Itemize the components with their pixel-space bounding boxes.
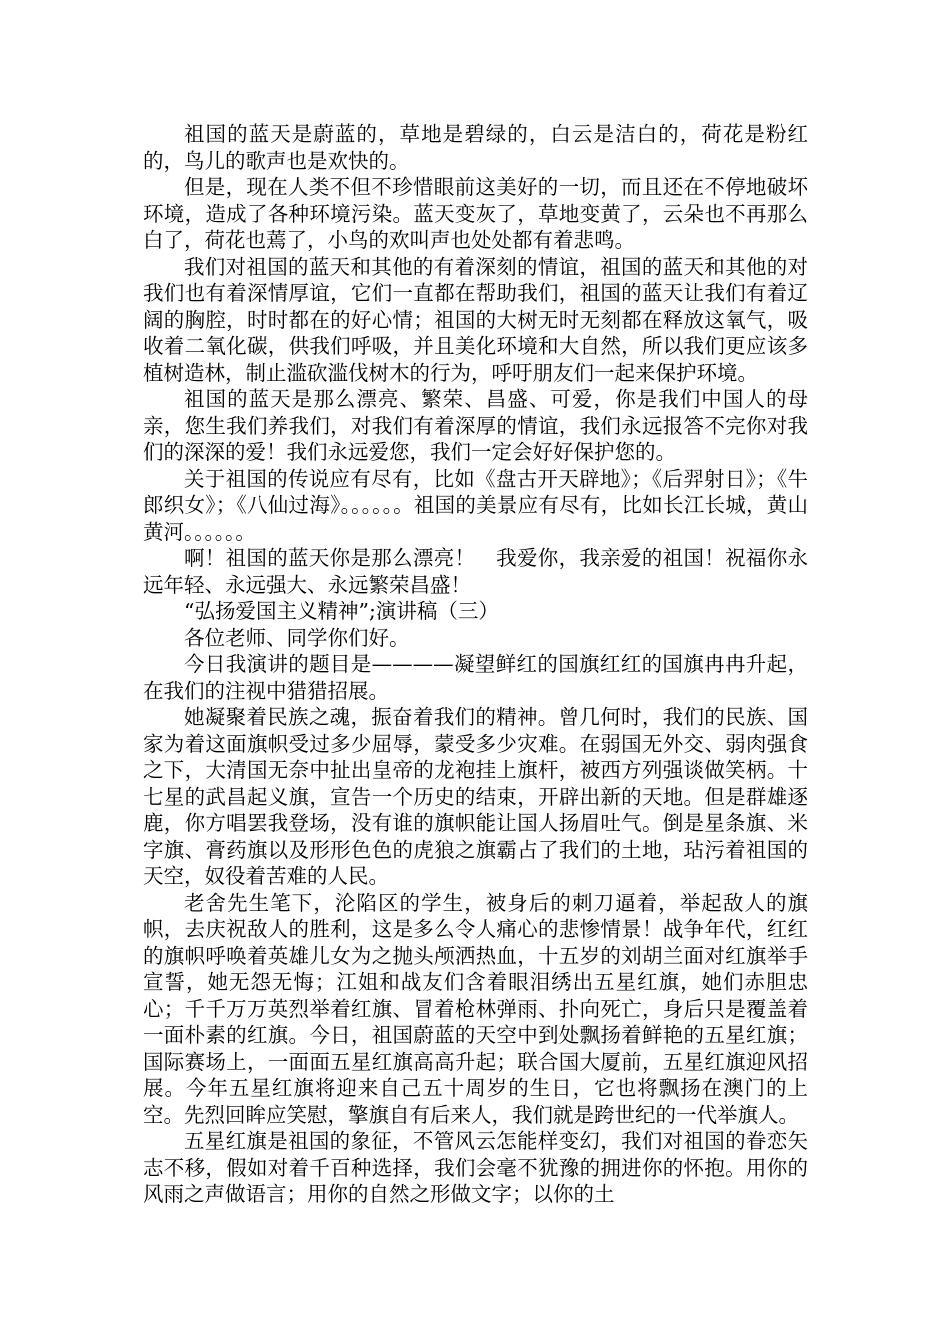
paragraph-6: 啊！祖国的蓝天你是那么漂亮！ 我爱你，我亲爱的祖国！祝福你永远年轻、永远强大、永远繁荣昌盛！ (143, 546, 808, 597)
greeting: 各位老师、同学你们好。 (184, 625, 410, 650)
paragraph-12: 五星红旗是祖国的象征，不管风云怎能样变幻，我们对祖国的眷恋矢志不移，假如对着千百种选择，我们会毫不犹豫的拥进你的怀抱。用你的风雨之声做语言；用你的自然之形做文字；以你的土 (143, 1129, 808, 1206)
document-body (143, 121, 808, 1208)
paragraph-9: 今日我演讲的题目是————凝望鲜红的国旗红红的国旗冉冉升起，在我们的注视中猎猎招展。 (143, 652, 808, 703)
paragraph-11: 老舍先生笔下，沦陷区的学生，被身后的刺刀逼着，举起敌人的旗帜，去庆祝敌人的胜利，这是多么令人痛心的悲惨情景！战争年代，红红的旗帜呼唤着英雄儿女为之抛头颅洒热血，十五岁的刘胡兰面对红旗举手宣誓，她无怨无悔；江姐和战友们含着眼泪绣出五星红旗，她们赤胆忠心；千千万万英烈举着红旗、冒着枪林弹雨、扑向死亡，身后只是覆盖着一面朴素的红旗。今日，祖国蔚蓝的天空中到处飘扬着鲜艳的五星红旗；国际赛场上，一面面五星红旗高高升起；联合国大厦前，五星红旗迎风招展。今年五星红旗将迎来自己五十周岁的生日，它也将飘扬在澳门的上空。先烈回眸应笑慰，擎旗自有后来人，我们就是跨世纪的一代举旗人。 (143, 890, 808, 1127)
paragraph-3: 我们对祖国的蓝天和其他的有着深刻的情谊，祖国的蓝天和其他的对我们也有着深情厚谊，它们一直都在帮助我们，祖国的蓝天让我们有着辽阔的胸腔，时时都在的好心情；祖国的大树无时无刻都在释放这氧气，吸收着二氧化碳，供我们呼吸，并且美化环境和大自然，所以我们更应该多植树造林，制止滥砍滥伐树木的行为，呼吁朋友们一起来保护环境。 (143, 254, 808, 385)
paragraph-10: 她凝聚着民族之魂，振奋着我们的精神。曾几何时，我们的民族、国家为着这面旗帜受过多少屈辱，蒙受多少灾难。在弱国无外交、弱肉强食之下，大清国无奈中扯出皇帝的龙袍挂上旗杆，被西方列强谈做笑柄。十七星的武昌起义旗，宣告一个历史的结束，开辟出新的天地。但是群雄逐鹿，你方唱罢我登场，没有谁的旗帜能让国人扬眉吐气。倒是星条旗、米字旗、膏药旗以及形形色色的虎狼之旗霸占了我们的土地，玷污着祖国的天空，奴役着苦难的人民。 (143, 705, 808, 888)
speech-title: “弘扬爱国主义精神”;演讲稿（三） (184, 599, 499, 623)
paragraph-1: 祖国的蓝天是蔚蓝的，草地是碧绿的，白云是洁白的，荷花是粉红的，鸟儿的歌声也是欢快的。 (143, 122, 808, 173)
paragraph-4: 祖国的蓝天是那么漂亮、繁荣、昌盛、可爱，你是我们中国人的母亲，您生我们养我们，对我们有着深厚的情谊，我们永远报答不完你对我们的深深的爱！我们永远爱您，我们一定会好好保护您的。 (143, 387, 808, 464)
paragraph-2: 但是，现在人类不但不珍惜眼前这美好的一切，而且还在不停地破坏环境，造成了各种环境污染。蓝天变灰了，草地变黄了，云朵也不再那么白了，荷花也蔫了，小鸟的欢叫声也处处都有着悲鸣。 (143, 175, 808, 252)
paragraph-5: 关于祖国的传说应有尽有，比如《盘古开天辟地》；《后羿射日》；《牛郎织女》；《八仙过海》。。。。。。祖国的美景应有尽有，比如长江长城，黄山黄河。。。。。。 (143, 466, 808, 544)
